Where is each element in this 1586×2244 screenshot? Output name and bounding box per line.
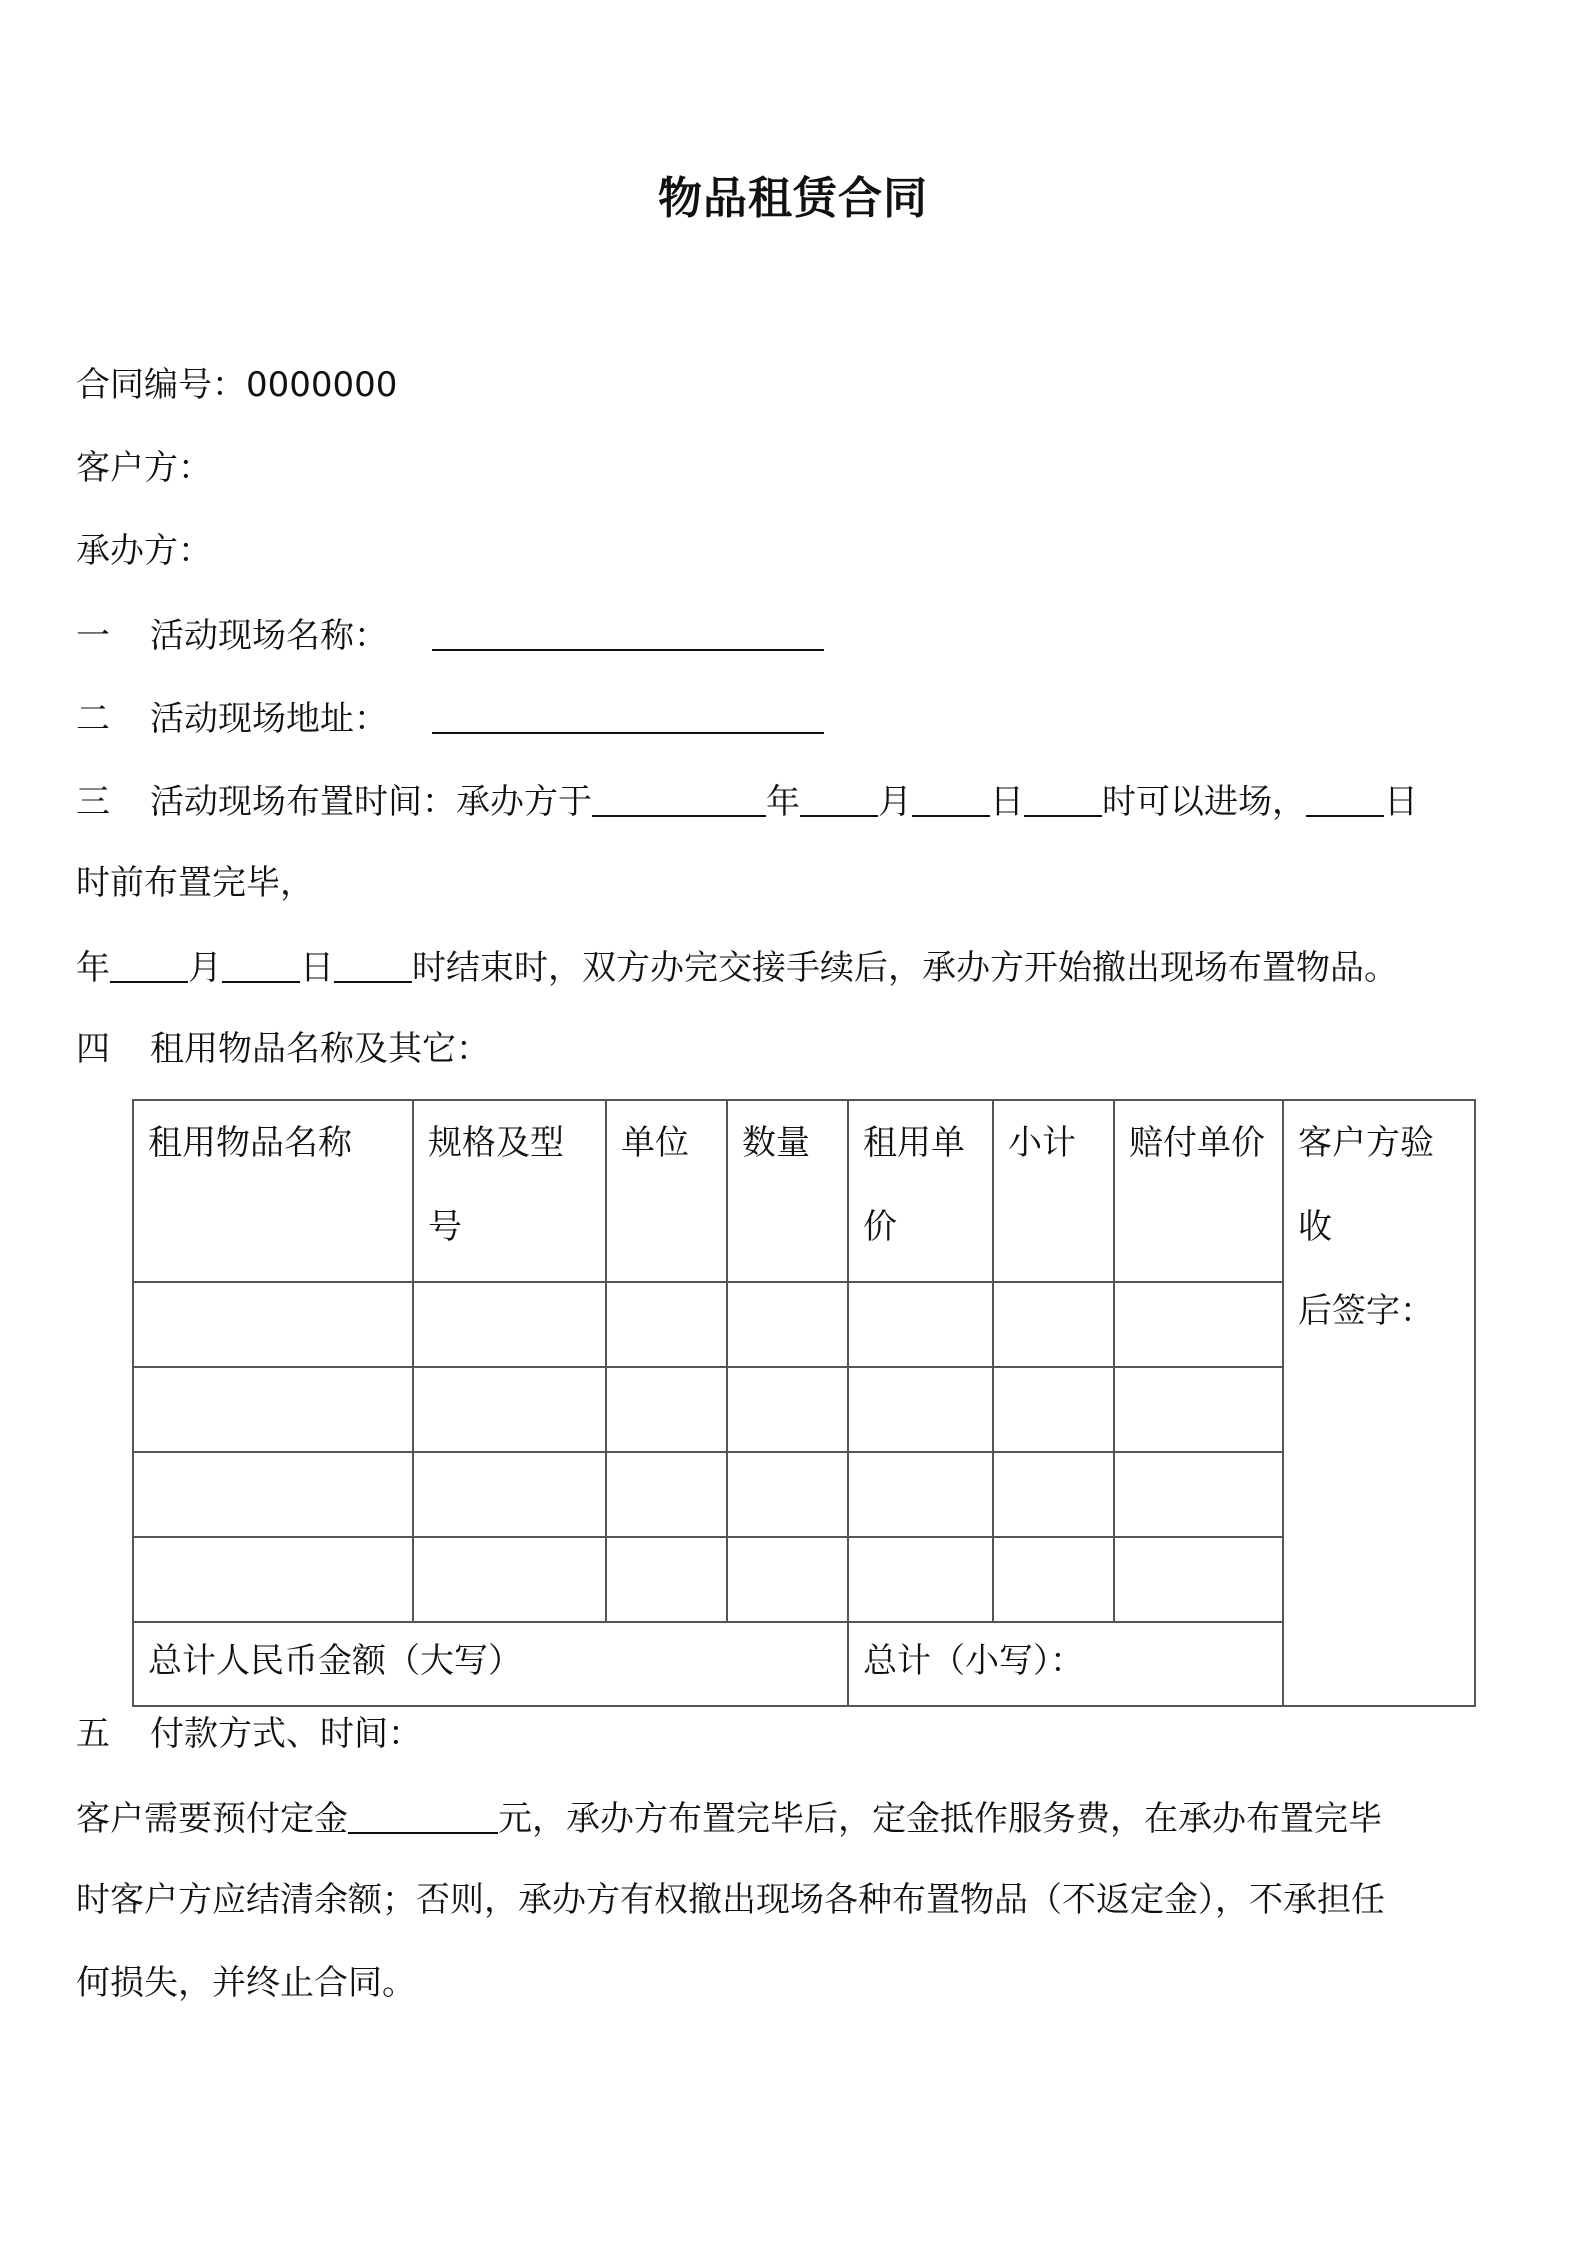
section-label: 活动现场地址： [150, 699, 388, 739]
customer-signature-cell[interactable] [1283, 1100, 1475, 1706]
table-cell[interactable] [993, 1452, 1114, 1537]
section-4-items [76, 1024, 490, 1074]
table-cell[interactable] [1114, 1537, 1283, 1622]
enter-label: 时可以进场， [1102, 782, 1306, 822]
header-compensation-price: 赔付单价 [1114, 1100, 1283, 1282]
table-cell[interactable] [848, 1537, 993, 1622]
deposit-text: 元，承办方布置完毕后，定金抵作服务费，在承办布置完毕 [498, 1799, 1382, 1839]
table-cell[interactable] [413, 1282, 606, 1367]
total-lowercase[interactable]: 总计（小写）： [848, 1622, 1283, 1706]
table-cell[interactable] [848, 1452, 993, 1537]
header-quantity: 数量 [727, 1100, 848, 1282]
document-title: 物品租赁合同 [658, 173, 928, 224]
section-number: 一 [76, 616, 110, 656]
header-unit: 单位 [606, 1100, 727, 1282]
year-label: 年 [76, 948, 110, 988]
day-label: 日 [990, 782, 1024, 822]
table-cell[interactable] [133, 1452, 413, 1537]
section-3-line-3 [76, 941, 1398, 993]
end-month-blank[interactable] [110, 941, 188, 983]
month-label: 月 [188, 948, 222, 988]
header-spec-model: 规格及型号 [413, 1100, 606, 1282]
section-label: 付款方式、时间： [150, 1714, 422, 1754]
table-cell[interactable] [727, 1367, 848, 1452]
table-cell[interactable] [993, 1367, 1114, 1452]
deposit-amount-blank[interactable] [348, 1792, 498, 1834]
table-cell[interactable] [413, 1537, 606, 1622]
section-number: 四 [76, 1029, 110, 1069]
contractor-party: 承办方： [76, 531, 212, 571]
table-cell[interactable] [1114, 1282, 1283, 1367]
deposit-label: 客户需要预付定金 [76, 1799, 348, 1839]
venue-name-blank[interactable] [432, 609, 824, 651]
table-cell[interactable] [606, 1537, 727, 1622]
end-label: 时结束时，双方办完交接手续后，承办方开始撤出现场布置物品。 [412, 948, 1398, 988]
table-total-row [133, 1622, 1475, 1706]
table-header-row [133, 1100, 1475, 1282]
header-rent-price: 租用单价 [848, 1100, 993, 1282]
table-row [133, 1282, 1475, 1367]
year-blank[interactable] [592, 775, 766, 817]
table-cell[interactable] [133, 1282, 413, 1367]
contract-number: 合同编号：0000000 [76, 365, 398, 405]
section-number: 五 [76, 1714, 110, 1754]
day2-label: 日 [1384, 782, 1418, 822]
table-cell[interactable] [606, 1282, 727, 1367]
table-cell[interactable] [413, 1367, 606, 1452]
payment-paragraph-line-1 [76, 1792, 1382, 1844]
section-label: 活动现场名称： [150, 616, 388, 656]
section-3-setup-time [76, 775, 1418, 827]
section-number: 三 [76, 782, 110, 822]
header-subtotal: 小计 [993, 1100, 1114, 1282]
table-cell[interactable] [727, 1452, 848, 1537]
table-row [133, 1367, 1475, 1452]
day-blank[interactable] [912, 775, 990, 817]
rental-items-table [132, 1099, 1476, 1707]
table-cell[interactable] [1114, 1367, 1283, 1452]
month-blank[interactable] [800, 775, 878, 817]
end-hour-blank[interactable] [334, 941, 412, 983]
customer-party: 客户方： [76, 448, 212, 488]
section-1-venue-name [76, 609, 824, 661]
table-cell[interactable] [1114, 1452, 1283, 1537]
table-cell[interactable] [606, 1452, 727, 1537]
section-label: 活动现场布置时间：承办方于 [150, 782, 592, 822]
day-label: 日 [300, 948, 334, 988]
table-cell[interactable] [993, 1282, 1114, 1367]
total-uppercase[interactable]: 总计人民币金额（大写） [133, 1622, 848, 1706]
table-cell[interactable] [848, 1282, 993, 1367]
table-cell[interactable] [848, 1367, 993, 1452]
table-cell[interactable] [727, 1282, 848, 1367]
payment-paragraph-line-2: 时客户方应结清余额；否则，承办方有权撤出现场各种布置物品（不返定金），不承担任 [76, 1880, 1385, 1920]
table-row [133, 1537, 1475, 1622]
section-3-line-2: 时前布置完毕， [76, 863, 314, 903]
table-cell[interactable] [727, 1537, 848, 1622]
section-number: 二 [76, 699, 110, 739]
header-item-name: 租用物品名称 [133, 1100, 413, 1282]
table-row [133, 1452, 1475, 1537]
section-5-payment [76, 1709, 422, 1759]
end-day-blank[interactable] [222, 941, 300, 983]
year-label: 年 [766, 782, 800, 822]
day2-blank[interactable] [1306, 775, 1384, 817]
table-cell[interactable] [133, 1537, 413, 1622]
table-cell[interactable] [993, 1537, 1114, 1622]
payment-paragraph-line-3: 何损失，并终止合同。 [76, 1963, 416, 2003]
section-2-venue-address [76, 692, 824, 744]
venue-address-blank[interactable] [432, 692, 824, 734]
table-cell[interactable] [606, 1367, 727, 1452]
hour-blank[interactable] [1024, 775, 1102, 817]
table-cell[interactable] [413, 1452, 606, 1537]
table-cell[interactable] [133, 1367, 413, 1452]
section-label: 租用物品名称及其它： [150, 1029, 490, 1069]
month-label: 月 [878, 782, 912, 822]
signature-header: 客户方验收 [1298, 1123, 1434, 1247]
signature-sub: 后签字： [1298, 1291, 1434, 1331]
